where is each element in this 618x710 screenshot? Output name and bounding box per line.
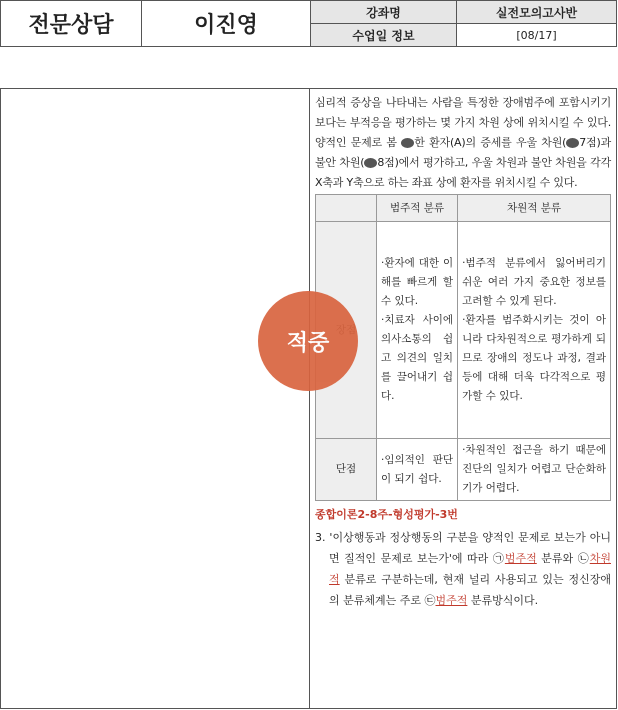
question-text-3: 분류로 구분하는데, 현재 널리 사용되고 있는 정신장애의 분류체계는 주로 ㉢	[329, 573, 611, 607]
para-part-2: 한 환자(A)의 증세를 우울 차원(	[414, 136, 567, 149]
para-part-4: 8점)에서 평가하고, 우울 차원과 불안 차원을 각각 X축과 Y축으로 하는 좌표 상에 환자를 위치시킬 수 있다.	[315, 156, 611, 189]
header-table	[0, 0, 618, 48]
hit-stamp: 적중	[258, 291, 358, 391]
answer-frame	[0, 88, 617, 709]
col-header-dimensional: 차원적 분류	[458, 195, 611, 222]
answer-1: 범주적	[504, 552, 537, 565]
content-column	[315, 93, 611, 611]
row-label-cons: 단점	[316, 439, 377, 501]
cons-categorical: ·임의적인 판단이 되기 쉽다.	[377, 439, 458, 501]
intro-paragraph	[315, 93, 611, 193]
section-title: 종합이론2-8주-형성평가-3번	[315, 508, 458, 521]
col-header-categorical: 범주적 분류	[377, 195, 458, 222]
pros-categorical: ·환자에 대한 이해를 빠르게 할 수 있다. ·치료자 사이에 의사소통의 쉽고 의견의 일치를 끌어내기 쉽다.	[377, 222, 458, 439]
para-part-3: 7점)과 불안 차원(	[315, 136, 611, 169]
redaction-blob-icon	[566, 138, 579, 148]
name-cell: 이진영	[142, 1, 311, 47]
redaction-blob-icon	[364, 158, 377, 168]
category-cell: 전문상담	[1, 1, 142, 47]
comparison-table	[315, 194, 611, 501]
course-label: 강좌명	[311, 1, 457, 24]
para-part-1: 심리적 증상을 나타내는 사람을 특정한 장애범주에 포함시키기보다는 부적응을 평가하는 몇 가지 차원 상에 위치시킬 수 있다. 양적인 문제로 봄	[315, 96, 611, 149]
pros-dimensional: ·범주적 분류에서 잃어버리기 쉬운 여러 가지 중요한 정보를 고려할 수 있게 된다. ·환자를 범주화시키는 것이 아니라 다차원적으로 평가하게 되므로 장애의 정도나 과정, 결과 등에 대해 더욱 다각적으로 평가할 수 있다.	[458, 222, 611, 439]
info-value: [08/17]	[457, 24, 617, 47]
answer-2: 차원적	[329, 552, 611, 586]
question-3	[315, 527, 611, 611]
redaction-blob-icon	[401, 138, 414, 148]
corner-cell	[316, 195, 377, 222]
question-text-2: 분류와 ㉡	[536, 552, 590, 565]
cons-dimensional: ·차원적인 접근을 하기 때문에 진단의 일치가 어렵고 단순화하기가 어렵다.	[458, 439, 611, 501]
course-value: 실전모의고사반	[457, 1, 617, 24]
question-text-4: 분류방식이다.	[467, 594, 539, 607]
info-label: 수업일 정보	[311, 24, 457, 47]
column-divider	[309, 89, 310, 708]
question-text-1: 3. '이상행동과 정상행동의 구분을 양적인 문제로 보는가 아니면 질적인 문제로 보는가'에 따라 ㉠	[315, 531, 611, 565]
answer-3: 범주적	[435, 594, 468, 607]
